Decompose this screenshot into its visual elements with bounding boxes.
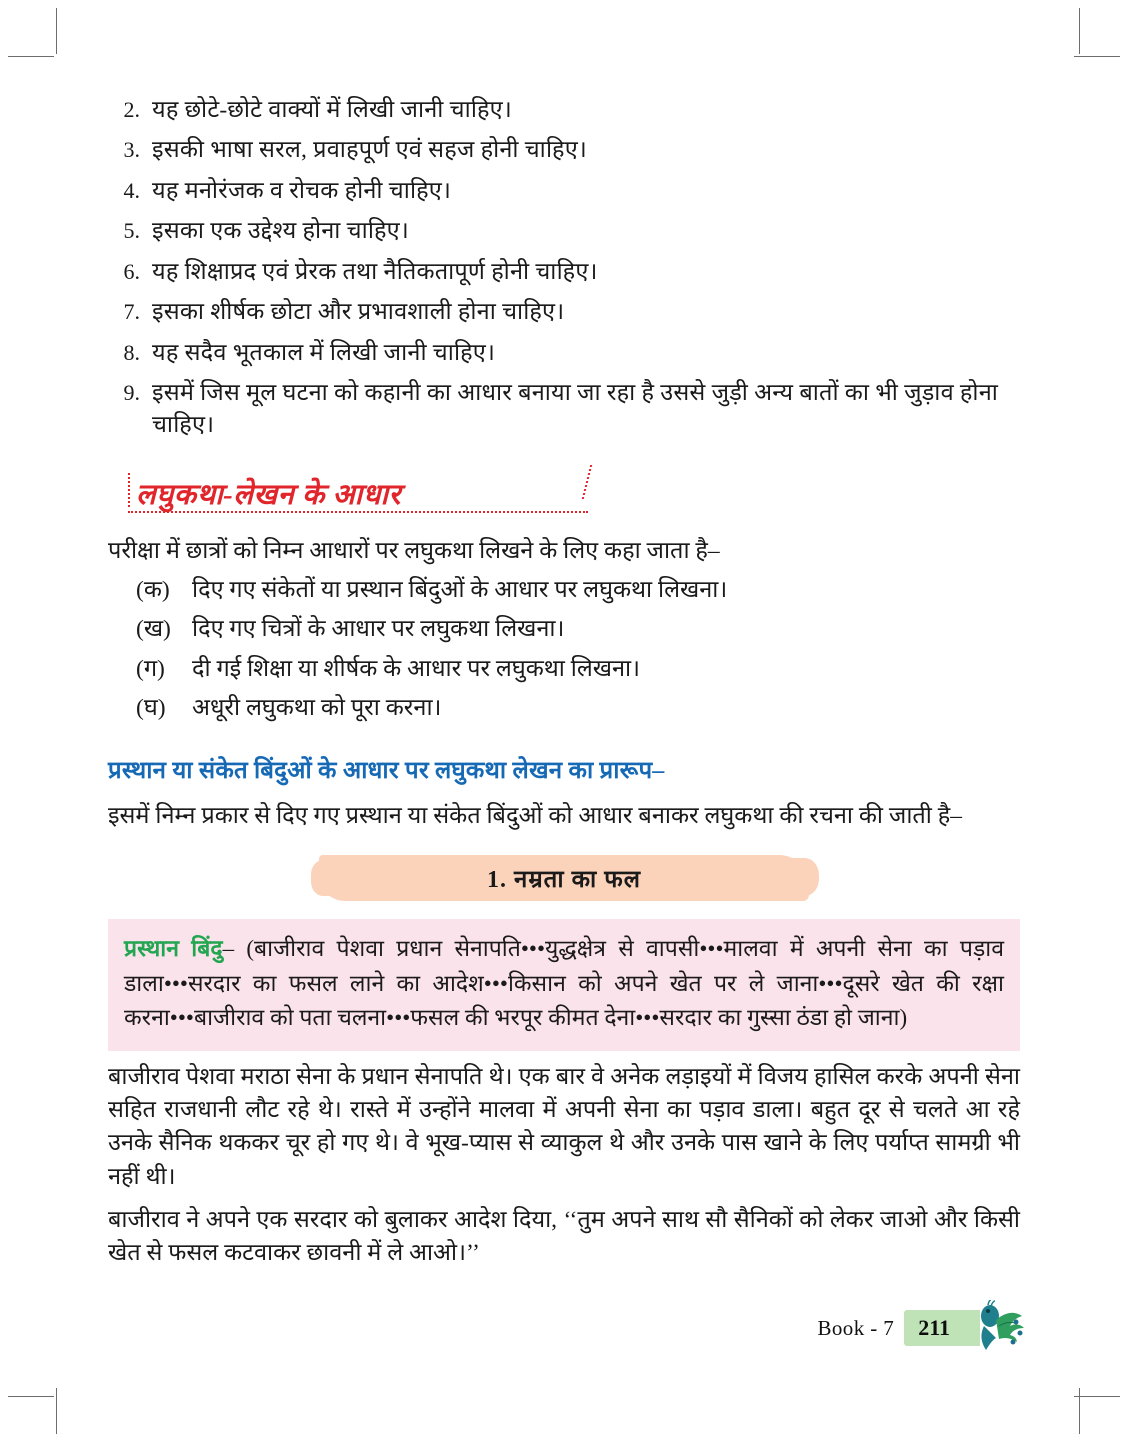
heading-border-right [582, 465, 592, 499]
list-item [108, 297, 1020, 328]
list-item [108, 654, 1020, 685]
crop-mark-bottom-right-vertical [1079, 1388, 1080, 1434]
list-item-text: अधूरी लघुकथा को पूरा करना। [192, 695, 442, 722]
hint-box-text: – (बाजीराव पेशवा प्रधान सेनापति•••युद्धक्षेत्र से वापसी•••मालवा में अपनी सेना का पड़ाव डाला•••सरदार का फसल लाने का आदेश•••किसान को अपने खेत पर ले जाना•••दूसरे खेत की रक्षा करना•••बाजीराव को पता चलना•••फसल की भरपूर कीमत देना•••सरदार का गुस्सा ठंडा हो जाना) [124, 936, 1005, 1031]
list-item-text: इसका शीर्षक छोटा और प्रभावशाली होना चाहिए। [152, 299, 565, 326]
peacock-icon [966, 1300, 1028, 1356]
list-item-text: दिए गए संकेतों या प्रस्थान बिंदुओं के आधार पर लघुकथा लिखना। [192, 576, 728, 603]
page-footer [818, 1300, 1029, 1356]
list-item-text: इसमें जिस मूल घटना को कहानी का आधार बनाया जा रहा है उससे जुड़ी अन्य बातों का भी जुड़ाव होना चाहिए। [152, 380, 999, 438]
section-heading-text: लघुकथा-लेखन के आधार [136, 479, 401, 512]
list-item-text: दी गई शिक्षा या शीर्षक के आधार पर लघुकथा लिखना। [192, 655, 641, 682]
list-item-marker: 7. [123, 299, 140, 325]
list-item-marker: (घ) [136, 695, 166, 722]
list-item [108, 176, 1020, 207]
numbered-list [108, 95, 1020, 441]
page-number-badge: 211 [904, 1310, 980, 1346]
list-item-marker: (ख) [136, 616, 171, 643]
list-item-marker: 4. [123, 177, 140, 203]
crop-mark-bottom-left-horizontal [8, 1396, 54, 1397]
story-paragraph-1: बाजीराव पेशवा मराठा सेना के प्रधान सेनापति थे। एक बार वे अनेक लड़ाइयों में विजय हासिल करके अपनी सेना सहित राजधानी लौट रहे थे। रास्ते में उन्होंने मालवा में अपनी सेना का पड़ाव डाला। बहुत दूर से चलते आ रहे उनके सैनिक थककर चूर हो गए थे। वे भूख-प्यास से व्याकुल थे और उनके पास खाने के लिए पर्याप्त सामग्री भी नहीं थी। [108, 1063, 1020, 1190]
list-item-text: यह सदैव भूतकाल में लिखी जानी चाहिए। [152, 339, 496, 366]
list-item-text: यह मनोरंजक व रोचक होनी चाहिए। [152, 177, 452, 204]
book-label: Book - 7 [817, 1315, 895, 1340]
list-item [108, 338, 1020, 369]
crop-mark-bottom-right-horizontal [1074, 1396, 1120, 1397]
list-item-text: इसकी भाषा सरल, प्रवाहपूर्ण एवं सहज होनी चाहिए। [152, 137, 588, 164]
crop-mark-top-right-horizontal [1074, 56, 1120, 57]
list-item [108, 378, 1020, 441]
hint-box-label: प्रस्थान बिंदु [124, 936, 223, 962]
list-item-marker: (ग) [136, 655, 165, 682]
section-heading-block [128, 471, 588, 521]
list-item-marker: 3. [123, 137, 140, 163]
list-item-marker: 5. [123, 218, 140, 244]
list-item-text: इसका एक उद्देश्य होना चाहिए। [152, 218, 409, 245]
crop-mark-top-left-horizontal [8, 56, 54, 57]
hint-points-box [108, 919, 1020, 1051]
heading-border-left [128, 473, 132, 507]
list-item-marker: 8. [123, 339, 140, 365]
page-content [108, 95, 1020, 1277]
format-paragraph: इसमें निम्न प्रकार से दिए गए प्रस्थान या संकेत बिंदुओं को आधार बनाकर लघुकथा की रचना की जाती है– [108, 802, 962, 829]
banner-wrapper [108, 855, 1020, 901]
intro-paragraph: परीक्षा में छात्रों को निम्न आधारों पर लघुकथा लिखने के लिए कहा जाता है– [108, 538, 720, 565]
list-item-marker: 2. [123, 97, 140, 122]
list-item-text: यह छोटे-छोटे वाक्यों में लिखी जानी चाहिए। [152, 97, 512, 123]
crop-mark-top-right-vertical [1079, 8, 1080, 54]
list-item-text: दिए गए चित्रों के आधार पर लघुकथा लिखना। [192, 616, 565, 643]
list-item [108, 257, 1020, 288]
list-item-marker: (क) [136, 576, 170, 603]
story-title-banner [319, 855, 809, 901]
lettered-list [108, 575, 1020, 725]
list-item-marker: 6. [123, 258, 140, 284]
list-item [108, 95, 1020, 126]
list-item [108, 693, 1020, 724]
story-paragraph-2: बाजीराव ने अपने एक सरदार को बुलाकर आदेश दिया, ‘‘तुम अपने साथ सौ सैनिकों को लेकर जाओ और किसी खेत से फसल कटवाकर छावनी में ले आओ।’’ [108, 1206, 1020, 1267]
heading-border-bottom [128, 511, 588, 513]
list-item [108, 135, 1020, 166]
crop-mark-bottom-left-vertical [56, 1388, 57, 1434]
banner-title-text: 1. नम्रता का फल [487, 866, 641, 893]
list-item [108, 614, 1020, 645]
list-item-text: यह शिक्षाप्रद एवं प्रेरक तथा नैतिकतापूर्ण होनी चाहिए। [152, 258, 598, 285]
crop-mark-top-left-vertical [56, 8, 57, 54]
list-item [108, 216, 1020, 247]
list-item [108, 575, 1020, 606]
list-item-marker: 9. [123, 380, 140, 406]
blue-subheading: प्रस्थान या संकेत बिंदुओं के आधार पर लघुकथा लेखन का प्रारूप– [108, 757, 665, 784]
